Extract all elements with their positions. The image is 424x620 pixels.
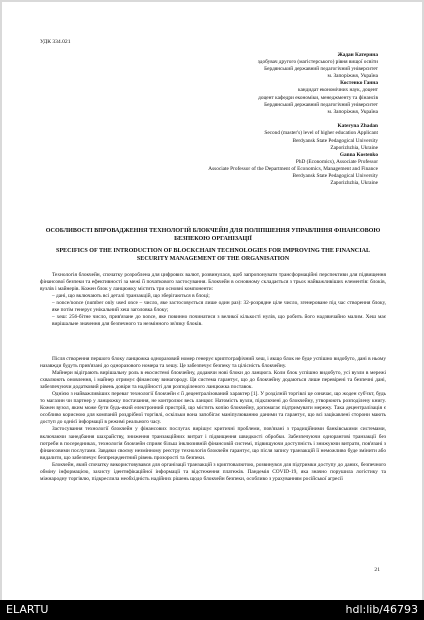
- paragraph: Майнери відіграють вирішальну роль в екосистемі блокчейну, додаючи нові блоки до ланцюга. Коли блок успішно видобуто, усі вузли в мережі схвалюють оновлення, і майнер отримує фінансову винагороду. Ця система гарантує, що до блокчейну додаються лише перевірені та безпечні дані, забезпечуючи додатковий рівень довіри та надійності для розподіленого ланцюжка поставок.: [40, 370, 386, 391]
- list-item: – хеш: 256-бітне число, прив'язане до nonce, яке повинно починатися з великої кількості нулів, що робить його надзвичайно малим. Хеш має вирішальне значення для безпечного та незмінного зв'язку блоків.: [52, 314, 386, 328]
- body-section-main: [40, 356, 386, 483]
- author-detail: доцент кафедри економіки, менеджменту та фінансів: [258, 94, 378, 101]
- author-detail: м. Запоріжжя, Україна: [327, 108, 378, 115]
- author-detail: Berdyansk State Pedagogical University: [292, 137, 378, 144]
- author-name: Kateryna Zhadan: [337, 123, 378, 130]
- paragraph: Однією з найважливіших переваг технології блокчейн є її децентралізований характер [1]. У розділній торгівлі це означає, що жоден суб'єкт, будь то магазин чи партнер у ланцюжку постачання, не контролює весь ланцюг. Натомість вузли, підключені до блокчейну, утворюють розподілену книгу. Кожен вузол, яким може бути будь-який електронний пристрій, що містить копію блокчейну, допомагає підтримувати мережу. Така децентралізація є особливо корисною для компаній роздрібної торгівлі, оскільки вона запобігає маніпулюванню даними та гарантує, що всі зацікавлені сторони мають доступ до однієї інформації в режимі реального часу.: [40, 391, 386, 426]
- author-detail: PhD (Economics), Associate Professor: [295, 158, 378, 165]
- paragraph: Технологія блокчейн, спочатку розроблена для цифрових валют, розвинулася, щоб запропонувати трансформаційні перспективи для підвищення фінансової безпеки та ефективності за межі її початкового застосування. Блокчейн в основному складається з трьох найважливіших елементів: блоків, вузлів і майнерів. Кожен блок у ланцюжку містить три основні компоненти:: [40, 272, 386, 293]
- author-detail: здобувач другого (магістерського) рівня вищої освіти: [257, 59, 378, 66]
- author-detail: Associate Professor of the Department of Economics, Management and Finance: [208, 165, 378, 172]
- author-3: [78, 123, 378, 151]
- paragraph: Застосування технології блокчейн у фінансових послугах вирішує критичні проблеми, пов'язані з традиційними банківськими системами, включаючи занедбання шахрайству, зниження транзакційних витрат і підвищення швидкості обробки. Забезпечуючи однорангові транзакції без потреби в посередниках, технологія блокчейн сприяє більш інклюзивній фінансовій системі, підвищуючи доступність і знижуючи витрати, пов'язані з фінансовими послугами. Завдяки своєму незмінному реєстру технологія блокчейн гарантує, що після запису транзакцій її неможливо буде змінити або видалити, що забезпечує безпрецедентний рівень прозорості та безпеки.: [40, 426, 386, 461]
- author-4: [78, 152, 378, 187]
- author-detail: кандидат економічних наук, доцент: [297, 87, 378, 94]
- author-1: [78, 52, 378, 80]
- article-title-uk: ОСОБЛИВОСТІ ВПРОВАДЖЕННЯ ТЕХНОЛОГІЙ БЛОКЧЕЙН ДЛЯ ПОЛІПШЕННЯ УПРАВЛІННЯ ФІНАНСОВОЮ БЕЗПЕКОЮ ОРГАНІЗАЦІЇ: [45, 228, 381, 242]
- list-item: – дані, що включають всі деталі транзакцій, що зберігаються в блоці;: [52, 293, 210, 300]
- list-item: – nonce/nonce (number only used once – число, яке застосовується лише один раз): 32-розрядне ціле число, згенероване під час створення блоку, яке потім генерує унікальний хеш заголовка блоку;: [52, 300, 386, 314]
- author-block: [78, 52, 378, 187]
- body-section-intro: [40, 272, 386, 328]
- author-name: Жадан Катерина: [337, 52, 378, 58]
- author-detail: Бердянський державний педагогічний університет: [264, 66, 378, 73]
- author-detail: Zaporizhzhia, Ukraine: [330, 180, 378, 187]
- paragraph: Після створення першого блоку ланцюжка одноразовий номер генерує криптографічний хеш, і якщо блок не буде успішно видобуто, дані в ньому назавжди будуть прив'язані до одноразового номера та хешу. Це забезпечує безпеку та цілісність блокчейну.: [40, 356, 386, 370]
- author-detail: Berdyansk State Pedagogical University: [292, 173, 378, 179]
- udk-code: УДК 334.021: [40, 39, 71, 45]
- footer-repository-label: ELARTU: [6, 603, 49, 616]
- article-title-en: SPECIFICS OF THE INTRODUCTION OF BLOCKCHAIN TECHNOLOGIES FOR IMPROVING THE FINANCIAL SECURITY MANAGEMENT OF THE ORGANISATION: [55, 248, 371, 262]
- footer-bar: [0, 600, 424, 620]
- author-detail: Бердянський державний педагогічний університет: [264, 101, 378, 108]
- paragraph: Блокчейн, який спочатку використовувався для організації транзакцій з криптовалютою, розвинувся для підтримки доступу до даних, безпечного обміну інформацією, захисту ідентифікаційної інформації та відстеження платежів. Пандемія COVID-19, яка значно порушила логістику та міжнародну торгівлю, підкреслила необхідність надійних рішень щодо блокчейн безпеки, особливо з урахуванням російської агресії: [40, 461, 386, 482]
- author-detail: Second (master's) level of higher education Applicant: [264, 130, 378, 137]
- page-number: 21: [374, 567, 380, 573]
- author-2: [78, 80, 378, 115]
- author-name: Ganna Kostenko: [339, 151, 378, 158]
- author-detail: Zaporizhzhia, Ukraine: [330, 144, 378, 151]
- footer-handle-link[interactable]: hdl:lib/46793: [345, 603, 418, 616]
- author-detail: м. Запоріжжя, Україна: [327, 73, 378, 80]
- document-page: [2, 2, 422, 600]
- author-name: Костенко Ганна: [340, 80, 378, 87]
